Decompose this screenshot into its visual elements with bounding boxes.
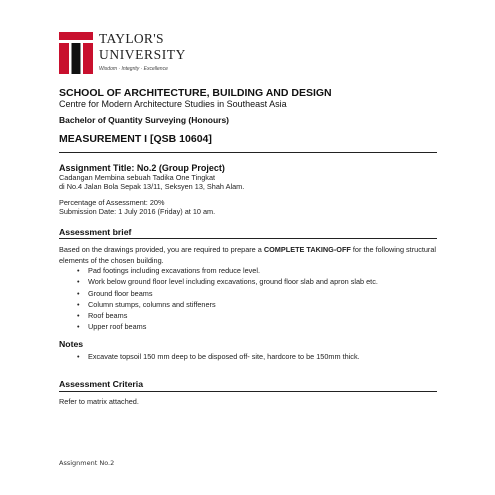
assignment-title: Assignment Title: No.2 (Group Project) xyxy=(59,163,225,173)
list-item: • Work below ground floor level including excavations, ground floor slab and apron slab etc. xyxy=(77,276,378,287)
assessment-percentage: Percentage of Assessment: 20% xyxy=(59,198,165,207)
assessment-criteria-text: Refer to matrix attached. xyxy=(59,397,139,406)
divider-line xyxy=(59,152,437,153)
divider-line xyxy=(59,238,437,239)
university-logo xyxy=(59,26,199,82)
list-item: • Ground floor beams xyxy=(77,288,378,299)
list-item: • Roof beams xyxy=(77,310,378,321)
brief-text-emphasis: COMPLETE TAKING-OFF xyxy=(263,245,351,254)
programme-heading: Bachelor of Quantity Surveying (Honours) xyxy=(59,115,230,125)
list-item: • Excavate topsoil 150 mm deep to be disposed off- site, hardcore to be 150mm thick. xyxy=(77,351,360,362)
list-item: • Column stumps, columns and stiffeners xyxy=(77,299,378,310)
brief-text-start: Based on the drawings provided, you are required to prepare a xyxy=(59,245,264,254)
brand-name-line2: UNIVERSITY xyxy=(99,47,186,62)
list-item: • Upper roof beams xyxy=(77,321,378,332)
assessment-criteria-heading: Assessment Criteria xyxy=(59,379,144,389)
notes-heading: Notes xyxy=(59,339,84,349)
divider-line xyxy=(59,391,437,392)
page-footer: Assignment No.2 xyxy=(59,459,115,467)
structural-elements-list xyxy=(77,265,378,333)
list-item: • Pad footings including excavations from reduce level. xyxy=(77,265,378,276)
notes-list xyxy=(77,351,360,362)
centre-subheading: Centre for Modern Architecture Studies in Southeast Asia xyxy=(59,99,287,109)
submission-date: Submission Date: 1 July 2016 (Friday) at 10 am. xyxy=(59,207,216,216)
assessment-brief-heading: Assessment brief xyxy=(59,227,132,237)
university-crest-icon xyxy=(59,32,93,74)
brand-tagline: Wisdom · Integrity · Excellence xyxy=(99,66,168,72)
assessment-brief-text xyxy=(59,244,439,266)
project-line-1: Cadangan Membina sebuah Tadika One Tingkat xyxy=(59,173,216,182)
brand-name-line1: TAYLOR'S xyxy=(99,31,164,46)
school-heading: SCHOOL OF ARCHITECTURE, BUILDING AND DESIGN xyxy=(59,87,332,99)
brief-text-end: for the following structural elements of the chosen building. xyxy=(59,245,437,265)
project-line-2: di No.4 Jalan Bola Sepak 13/11, Seksyen 13, Shah Alam. xyxy=(59,182,245,191)
course-heading: MEASUREMENT I [QSB 10604] xyxy=(59,133,212,145)
